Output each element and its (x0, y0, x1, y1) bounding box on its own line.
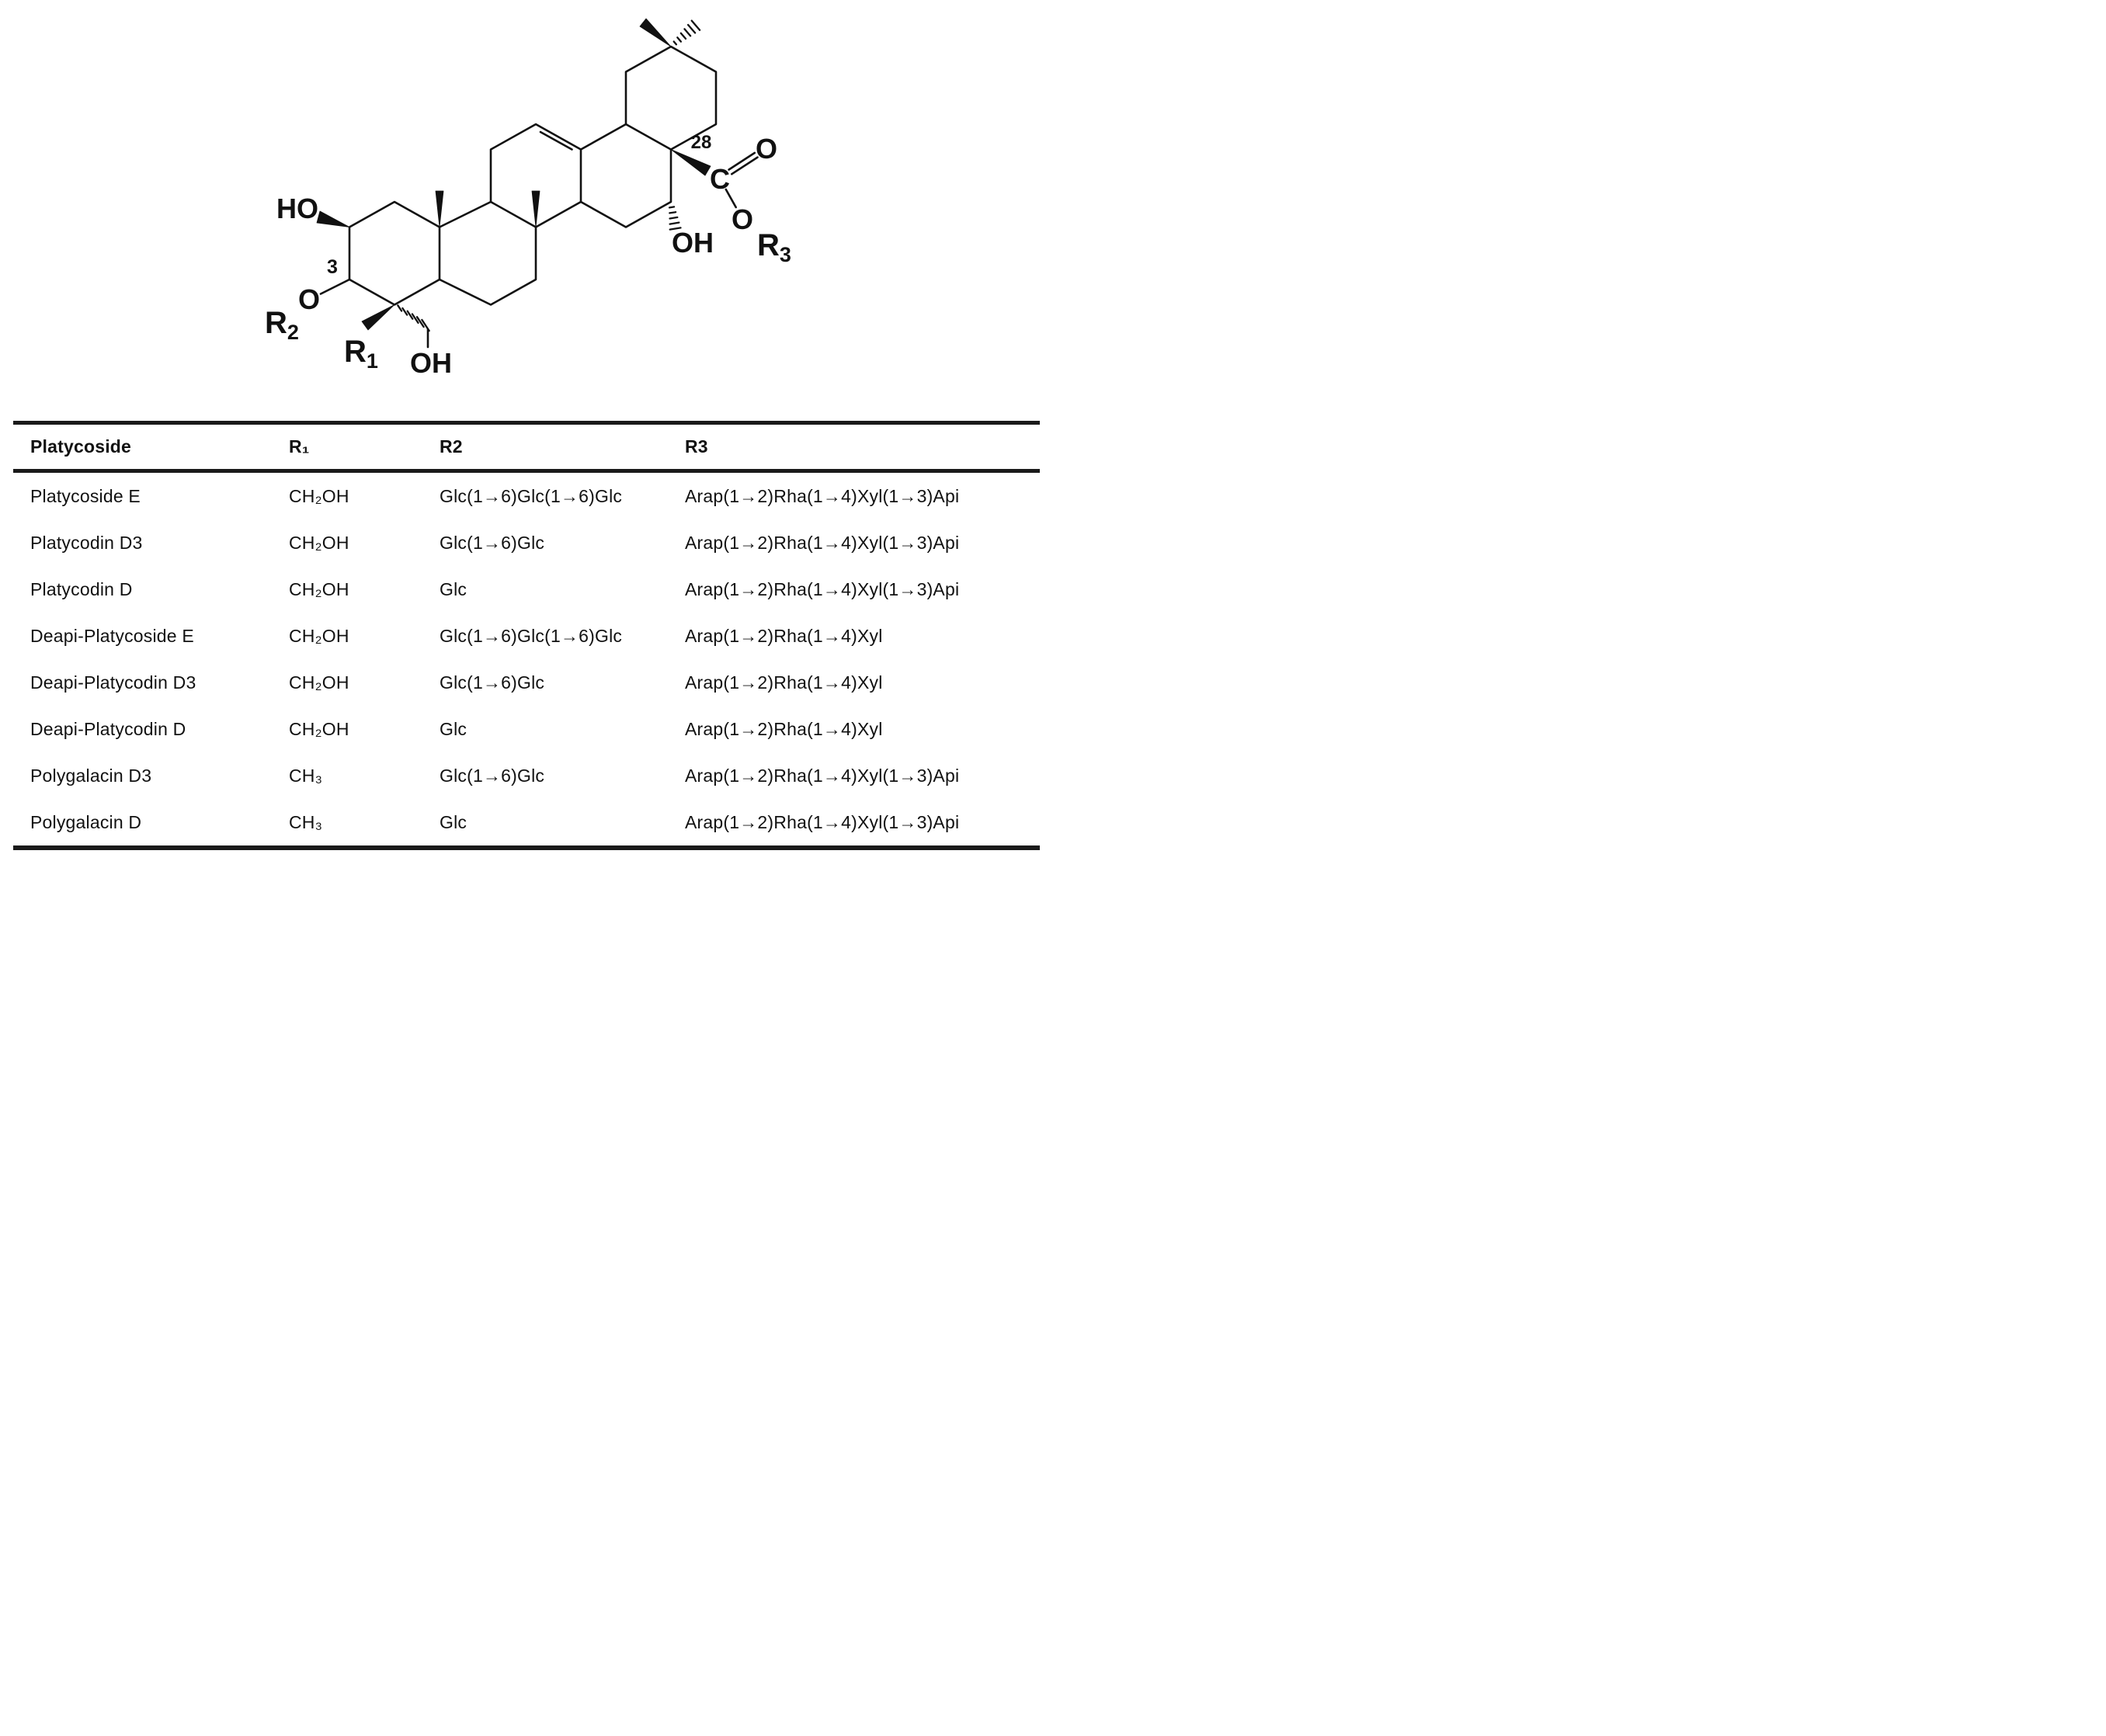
atom-labels (265, 132, 791, 379)
cell-r3: Arap(1→2)Rha(1→4)Xyl(1→3)Api (685, 532, 960, 553)
table-bottom-rule (13, 845, 1040, 850)
r1-label: $R_1$ (344, 335, 378, 373)
cell-r2: Glc(1→6)Glc (440, 532, 545, 553)
chemical-structure (0, 0, 1053, 419)
cell-r3: Arap(1→2)Rha(1→4)Xyl(1→3)Api (685, 485, 960, 506)
carbonyl-o-label: O (755, 133, 778, 165)
cell-name: Polygalacin D3 (30, 765, 152, 786)
position-3-label: 3 (327, 256, 338, 278)
table-row (13, 566, 1040, 613)
table-row (13, 519, 1040, 566)
c10-methyl-wedge (436, 191, 443, 227)
substituent-table (13, 421, 1040, 850)
cell-r1: CH₂OH (289, 578, 349, 599)
ring-b (440, 202, 536, 305)
cell-r3: Arap(1→2)Rha(1→4)Xyl (685, 625, 883, 646)
c16-oh-label: OH (672, 227, 714, 259)
cell-r2: Glc (440, 811, 467, 832)
cell-r2: Glc(1→6)Glc (440, 765, 545, 786)
table-row (13, 659, 1040, 706)
ester-o-label: O (731, 203, 754, 235)
c17-carboxyl-wedge (671, 150, 711, 176)
figure (0, 0, 1053, 868)
c8-methyl-wedge (532, 191, 540, 227)
table-row (13, 706, 1040, 752)
cell-name: Polygalacin D (30, 811, 142, 832)
ether-o-label: O (297, 283, 321, 315)
c4-r1-wedge (362, 305, 394, 331)
table-row (13, 799, 1040, 845)
header-r1: R₁ (289, 436, 310, 457)
c3-o-bond (321, 279, 349, 294)
carboxyl-c-label: C (710, 163, 730, 195)
cell-r3: Arap(1→2)Rha(1→4)Xyl (685, 718, 883, 739)
position-28-label: 28 (690, 132, 712, 153)
cell-r2: Glc(1→6)Glc(1→6)Glc (440, 485, 623, 506)
gem-dimethyl-wedge (640, 19, 671, 47)
header-platycoside: Platycoside (30, 436, 132, 457)
cell-r2: Glc(1→6)Glc (440, 672, 545, 693)
cell-name: Platycoside E (30, 485, 141, 506)
ring-d (581, 124, 671, 227)
cell-r2: Glc(1→6)Glc(1→6)Glc (440, 625, 623, 646)
cell-r1: CH₂OH (289, 532, 349, 553)
cell-r1: CH₃ (289, 765, 323, 786)
ring-a (349, 202, 440, 305)
header-r3: R3 (685, 436, 708, 457)
cell-r3: Arap(1→2)Rha(1→4)Xyl (685, 672, 883, 693)
table-row (13, 752, 1040, 799)
triterpene-skeleton (349, 47, 716, 305)
ch2oh-label: OH (410, 347, 452, 379)
cell-r3: Arap(1→2)Rha(1→4)Xyl(1→3)Api (685, 578, 960, 599)
cell-r1: CH₂OH (289, 625, 349, 646)
cell-name: Platycodin D3 (30, 532, 143, 553)
cell-r1: CH₂OH (289, 485, 349, 506)
cell-r1: CH₂OH (289, 718, 349, 739)
ho-label: HO (276, 193, 318, 224)
cell-name: Deapi-Platycoside E (30, 625, 194, 646)
cell-name: Deapi-Platycodin D3 (30, 672, 196, 693)
header-r2: R2 (440, 436, 463, 457)
table-row (13, 613, 1040, 659)
gem-dimethyl-hash (674, 21, 700, 45)
c4-ch2oh-hash (398, 305, 429, 331)
cell-name: Deapi-Platycodin D (30, 718, 186, 739)
cell-r1: CH₃ (289, 811, 323, 832)
hashed-bonds (398, 21, 700, 332)
cell-name: Platycodin D (30, 578, 133, 599)
stereo-bonds (317, 19, 711, 330)
table-body (13, 473, 1040, 845)
cell-r1: CH₂OH (289, 672, 349, 693)
table-row (13, 473, 1040, 519)
cell-r3: Arap(1→2)Rha(1→4)Xyl(1→3)Api (685, 811, 960, 832)
table-header-row (13, 425, 1040, 469)
cell-r3: Arap(1→2)Rha(1→4)Xyl(1→3)Api (685, 765, 960, 786)
c2-hydroxyl-wedge (317, 211, 349, 227)
r3-label: $R_3$ (757, 228, 791, 266)
cell-r2: Glc (440, 578, 467, 599)
r2-label: $R_2$ (265, 306, 299, 344)
cell-r2: Glc (440, 718, 467, 739)
